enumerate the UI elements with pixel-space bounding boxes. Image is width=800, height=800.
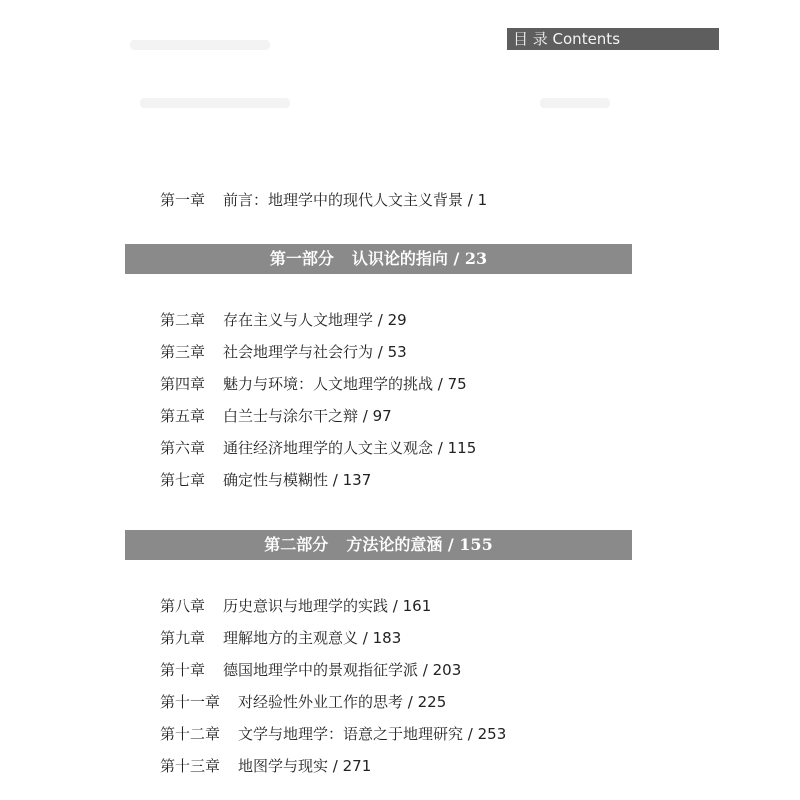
chapter-title: 白兰士与涂尔干之辩 / 97 (223, 407, 392, 425)
toc-entry[interactable] (160, 406, 392, 426)
chapter-title: 确定性与模糊性 / 137 (223, 471, 372, 489)
bleed-through (130, 40, 270, 50)
chapter-number: 第四章 (160, 375, 206, 393)
toc-entry[interactable] (160, 596, 431, 616)
toc-entry[interactable] (160, 628, 401, 648)
chapter-number: 第六章 (160, 439, 206, 457)
chapter-number: 第一章 (160, 191, 206, 209)
toc-entry[interactable] (160, 342, 407, 362)
chapter-number: 第十二章 (160, 725, 221, 743)
part-heading-1[interactable] (125, 244, 632, 274)
chapter-number: 第九章 (160, 629, 206, 647)
toc-entry[interactable] (160, 438, 476, 458)
part-number: 第一部分 (269, 249, 334, 268)
toc-entry[interactable] (160, 660, 461, 680)
chapter-title: 德国地理学中的景观指征学派 / 203 (223, 661, 462, 679)
chapter-number: 第七章 (160, 471, 206, 489)
contents-header (507, 28, 719, 50)
chapter-number: 第十一章 (160, 693, 221, 711)
bleed-through (140, 98, 290, 108)
chapter-number: 第三章 (160, 343, 206, 361)
chapter-title: 对经验性外业工作的思考 / 225 (238, 693, 447, 711)
chapter-number: 第八章 (160, 597, 206, 615)
toc-entry[interactable] (160, 692, 446, 712)
chapter-title: 存在主义与人文地理学 / 29 (223, 311, 407, 329)
chapter-number: 第五章 (160, 407, 206, 425)
toc-entry[interactable] (160, 374, 467, 394)
chapter-title: 社会地理学与社会行为 / 53 (223, 343, 407, 361)
toc-entry[interactable] (160, 756, 371, 776)
toc-entry-preface[interactable] (160, 190, 487, 210)
toc-entry[interactable] (160, 724, 506, 744)
toc-entry[interactable] (160, 310, 407, 330)
part-title: 方法论的意涵 / 155 (346, 535, 493, 554)
chapter-title: 魅力与环境：人文地理学的挑战 / 75 (223, 375, 467, 393)
part-number: 第二部分 (264, 535, 329, 554)
chapter-title: 地图学与现实 / 271 (238, 757, 372, 775)
chapter-title: 理解地方的主观意义 / 183 (223, 629, 402, 647)
part-heading-2[interactable] (125, 530, 632, 560)
chapter-title: 历史意识与地理学的实践 / 161 (223, 597, 432, 615)
chapter-title: 前言：地理学中的现代人文主义背景 / 1 (223, 191, 488, 209)
bleed-through (540, 98, 610, 108)
chapter-number: 第二章 (160, 311, 206, 329)
chapter-title: 文学与地理学：语意之于地理研究 / 253 (238, 725, 507, 743)
contents-header-label: 目 录 Contents (513, 30, 621, 48)
chapter-number: 第十章 (160, 661, 206, 679)
part-title: 认识论的指向 / 23 (351, 249, 488, 268)
chapter-number: 第十三章 (160, 757, 221, 775)
toc-entry[interactable] (160, 470, 371, 490)
chapter-title: 通往经济地理学的人文主义观念 / 115 (223, 439, 477, 457)
